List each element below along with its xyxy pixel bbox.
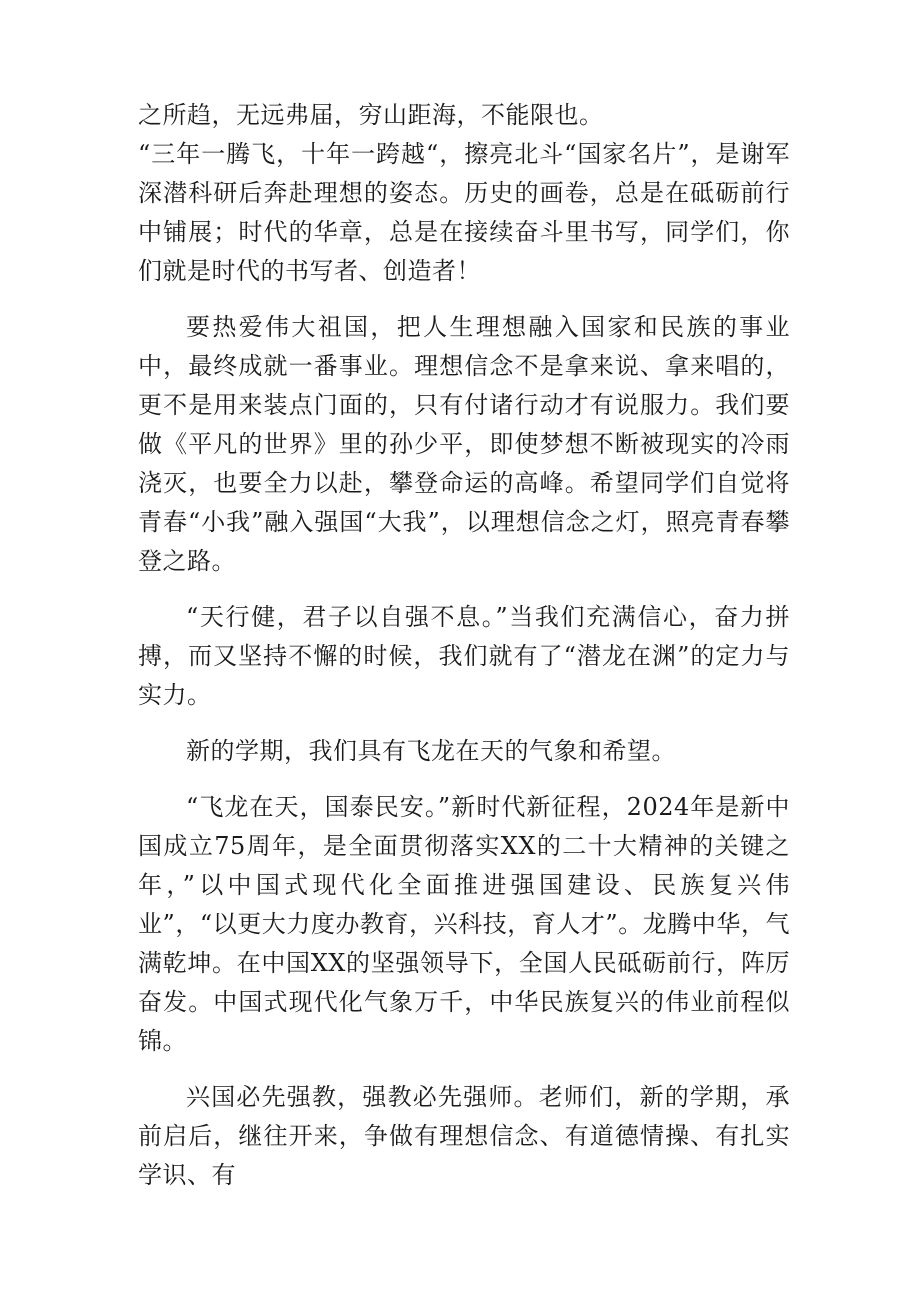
paragraph-2: “三年一腾飞，十年一跨越“，擦亮北斗“国家名片”，是谢军深潜科研后奔赴理想的姿态。历史的画卷，总是在砥砺前行中铺展；时代的华章，总是在接续奋斗里书写，同学们，你们就是时代的书写者、创造者！ bbox=[138, 140, 790, 285]
paragraph-5: 新的学期，我们具有飞龙在天的气象和希望。 bbox=[186, 737, 676, 765]
paragraph-7: 兴国必先强教，强教必先强师。老师们，新的学期，承前启后，继往开来，争做有理想信念、有道德情操、有扎实学识、有 bbox=[138, 1083, 790, 1189]
document-body bbox=[138, 96, 790, 1212]
paragraph-1: 之所趋，无远弗届，穷山距海，不能限也。 bbox=[138, 101, 604, 129]
paragraph-4: “天行健，君子以自强不息。”当我们充满信心，奋力拼搏，而又坚持不懈的时候，我们就有了“潜龙在渊”的定力与实力。 bbox=[138, 603, 790, 709]
paragraph-6: “飞龙在天，国泰民安。”新时代新征程，2024年是新中国成立75周年，是全面贯彻落实XX的二十大精神的关键之年，”以中国式现代化全面推进强国建设、民族复兴伟业”，“以更大力度办教育，兴科技，育人才”。龙腾中华，气满乾坤。在中国XX的坚强领导下，全国人民砥砺前行，阵厉奋发。中国式现代化气象万千，中华民族复兴的伟业前程似锦。 bbox=[138, 793, 790, 1055]
paragraph-3: 要热爱伟大祖国，把人生理想融入国家和民族的事业中，最终成就一番事业。理想信念不是拿来说、拿来唱的，更不是用来装点门面的，只有付诸行动才有说服力。我们要做《平凡的世界》里的孙少平，即使梦想不断被现实的冷雨浇灭，也要全力以赴，攀登命运的高峰。希望同学们自觉将青春“小我”融入强国“大我”，以理想信念之灯，照亮青春攀登之路。 bbox=[138, 313, 790, 575]
